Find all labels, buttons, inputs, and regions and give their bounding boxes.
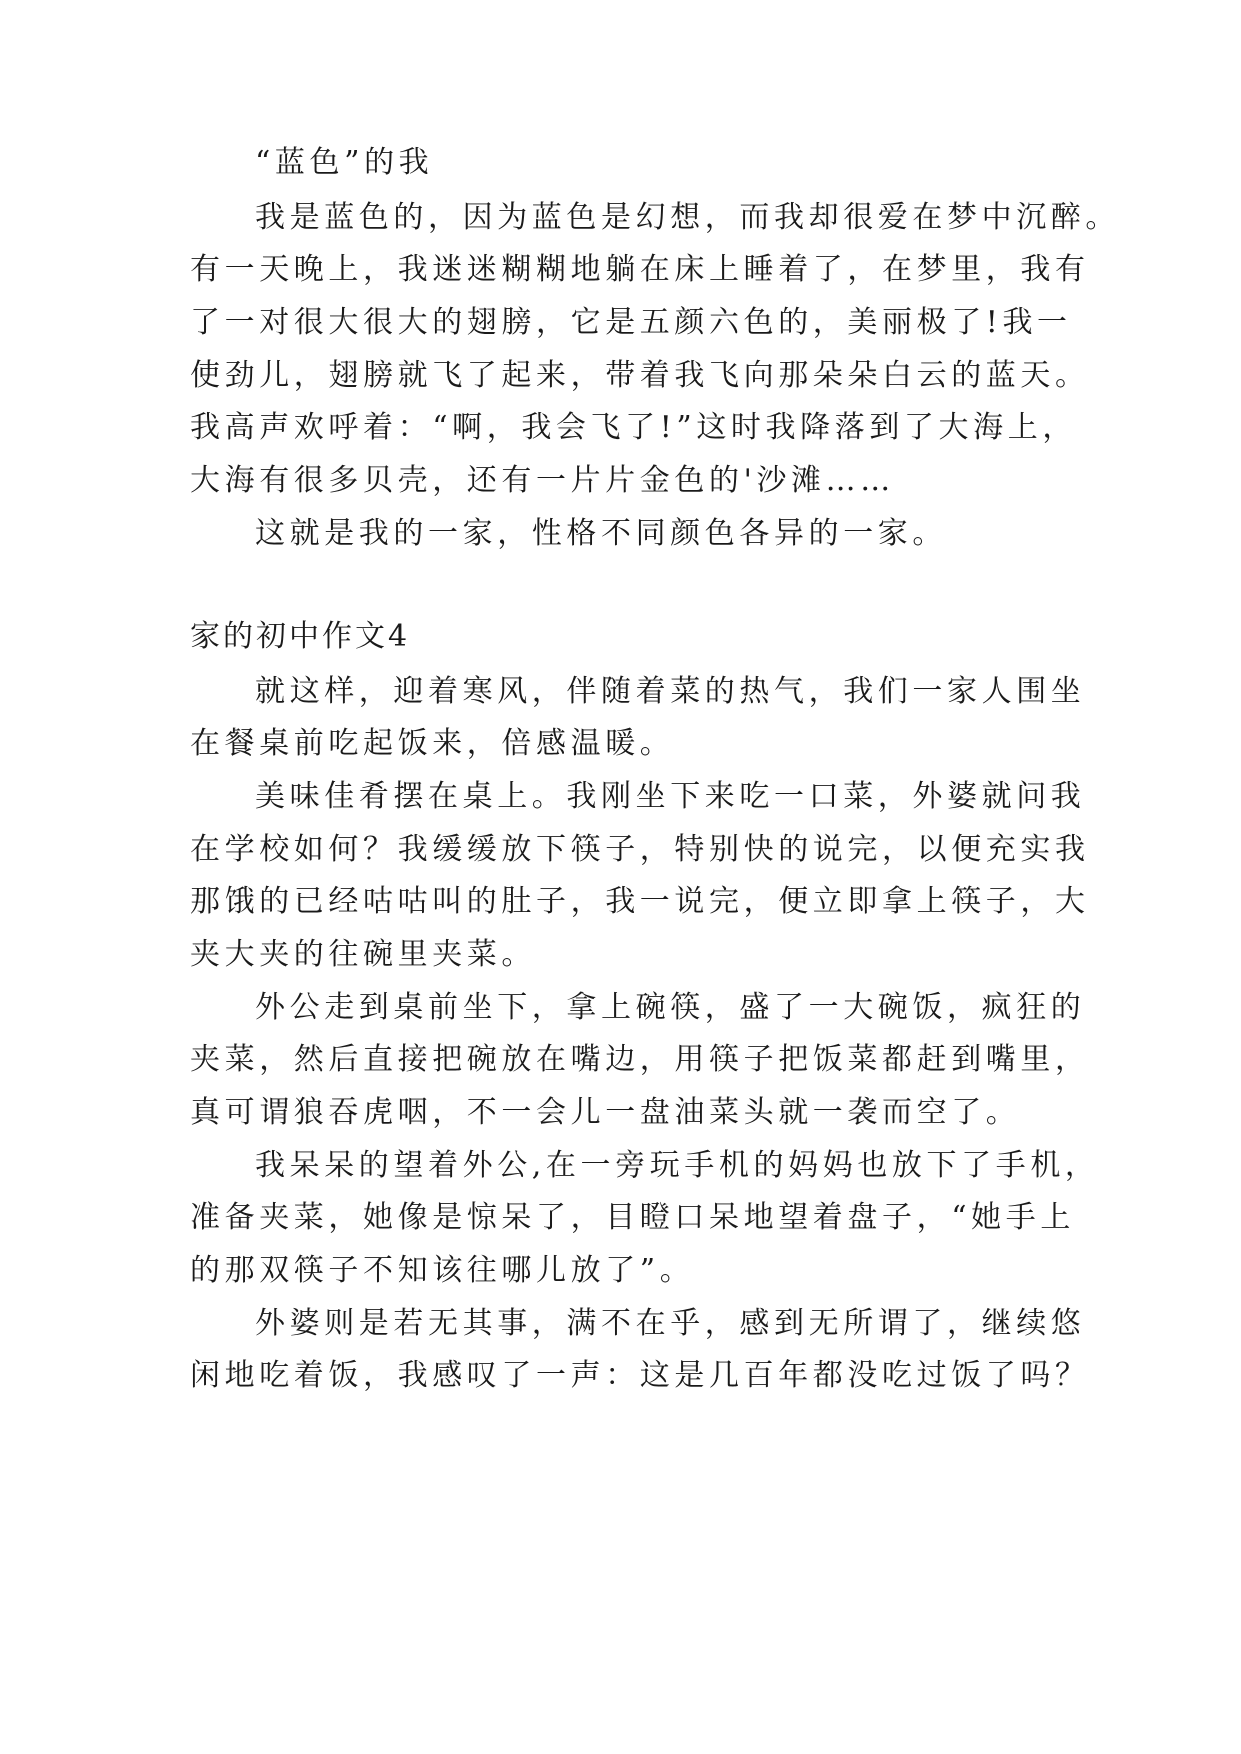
section-subtitle: “蓝色”的我 bbox=[255, 145, 434, 180]
paragraph-line: 夹大夹的往碗里夹菜。 bbox=[190, 937, 536, 972]
paragraph-line: 了一对很大很大的翅膀，它是五颜六色的，美丽极了!我一 bbox=[190, 305, 1072, 340]
paragraph-line: 使劲儿，翅膀就飞了起来，带着我飞向那朵朵白云的蓝天。 bbox=[190, 358, 1090, 393]
paragraph-line: 我高声欢呼着：“啊，我会飞了!”这时我降落到了大海上， bbox=[190, 410, 1077, 445]
paragraph-line: 闲地吃着饭，我感叹了一声：这是几百年都没吃过饭了吗？ bbox=[190, 1358, 1090, 1393]
paragraph-line: 就这样，迎着寒风，伴随着菜的热气，我们一家人围坐 bbox=[255, 674, 1086, 709]
paragraph-line: 大海有很多贝壳，还有一片片金色的'沙滩…… bbox=[190, 463, 895, 498]
paragraph-line: 准备夹菜，她像是惊呆了，目瞪口呆地望着盘子，“她手上 bbox=[190, 1200, 1075, 1235]
paragraph-line: 的那双筷子不知该往哪儿放了”。 bbox=[190, 1253, 695, 1288]
paragraph-line: 在餐桌前吃起饭来，倍感温暖。 bbox=[190, 726, 675, 761]
paragraph-line: 有一天晚上，我迷迷糊糊地躺在床上睡着了，在梦里，我有 bbox=[190, 252, 1090, 287]
paragraph-line: 在学校如何？我缓缓放下筷子，特别快的说完，以便充实我 bbox=[190, 832, 1090, 867]
paragraph-line: 那饿的已经咕咕叫的肚子，我一说完，便立即拿上筷子，大 bbox=[190, 884, 1090, 919]
essay-heading: 家的初中作文4 bbox=[190, 619, 411, 654]
paragraph-line: 美味佳肴摆在桌上。我刚坐下来吃一口菜，外婆就问我 bbox=[255, 779, 1086, 814]
paragraph-line: 我是蓝色的，因为蓝色是幻想，而我却很爱在梦中沉醉。 bbox=[255, 200, 1120, 235]
paragraph-line: 夹菜，然后直接把碗放在嘴边，用筷子把饭菜都赶到嘴里， bbox=[190, 1042, 1090, 1077]
paragraph-line: 我呆呆的望着外公,在一旁玩手机的妈妈也放下了手机， bbox=[255, 1148, 1100, 1183]
paragraph-line: 这就是我的一家，性格不同颜色各异的一家。 bbox=[255, 516, 947, 551]
paragraph-line: 外婆则是若无其事，满不在乎，感到无所谓了，继续悠 bbox=[255, 1306, 1086, 1341]
paragraph-line: 外公走到桌前坐下，拿上碗筷，盛了一大碗饭，疯狂的 bbox=[255, 990, 1086, 1025]
paragraph-line: 真可谓狼吞虎咽，不一会儿一盘油菜头就一袭而空了。 bbox=[190, 1095, 1021, 1130]
